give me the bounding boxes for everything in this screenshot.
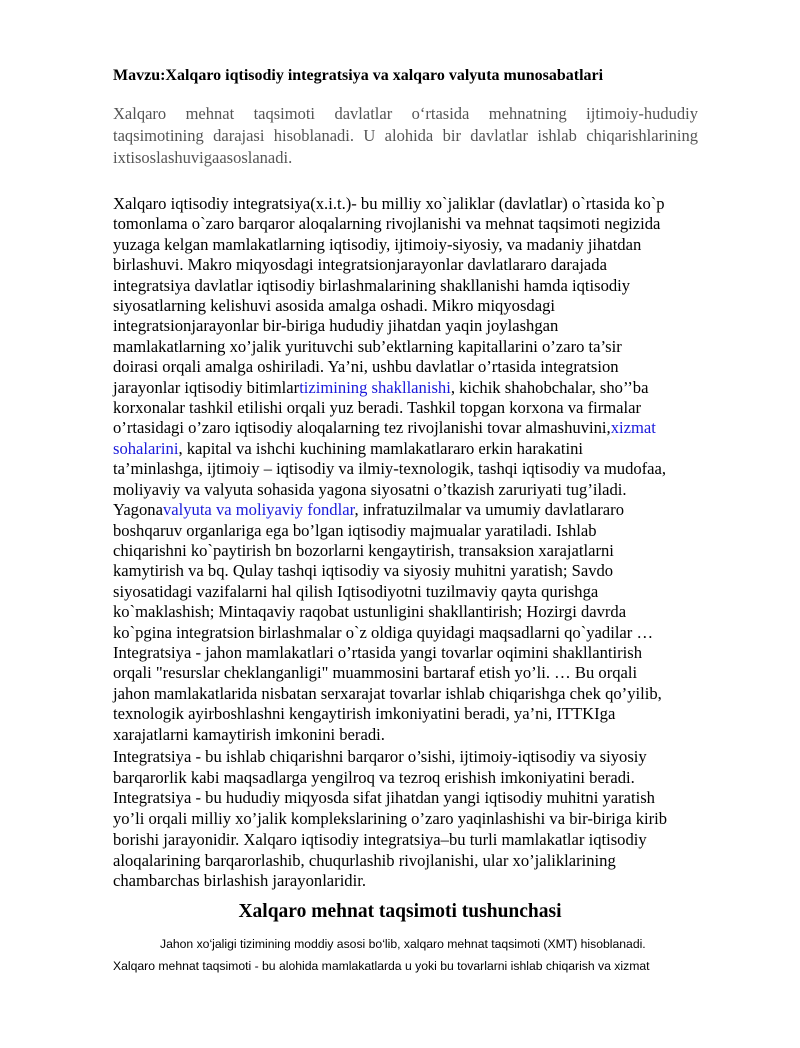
line-text: o’rtasidagi o’zaro iqtisodiy aloqalarning tez rivojlanishi tovar almashuvini, xyxy=(113,418,611,438)
paragraph-line xyxy=(113,378,703,398)
paragraph-line: ta’minlashga, ijtimoiy – iqtisodiy va ilmiy-texnologik, tashqi iqtisodiy va mudofaa, xyxy=(113,459,667,479)
paragraph-line: texnologik ayirboshlashni kengaytirish imkoniyatini beradi, ya’ni, ITTKIga xyxy=(113,704,616,724)
integration-paragraph xyxy=(113,194,703,745)
paragraph-line: ko`maklashish; Mintaqaviy raqobat ustunligini shakllantirish; Hozirgi davrda xyxy=(113,602,627,622)
paragraph-line: barqarorlik kabi maqsadlarga yengilroq va tezroq erishish imkoniyatini beradi. xyxy=(113,767,635,787)
paragraph-line: orqali "resurslar cheklanganligi" muammosini bartaraf etish yo’li. … Bu orqali xyxy=(113,663,638,683)
line-text: , kapital va ishchi kuchining mamlakatlararo erkin harakatini xyxy=(178,438,583,458)
link-xizmat-sohalarini[interactable]: xizmat xyxy=(610,418,656,438)
integration-definition-paragraph xyxy=(113,747,703,892)
intro-paragraph xyxy=(113,103,698,169)
paragraph-line xyxy=(113,439,703,459)
paragraph-line: siyosatidagi vazifalarni hal qilish Iqtisodiyotni tuzilmaviy qayta qurishga xyxy=(113,581,599,601)
paragraph-line: xarajatlarni kamaytirish imkonini beradi. xyxy=(113,724,385,744)
paragraph-line: kamytirish va bq. Qulay tashqi iqtisodiy va siyosiy muhitni yaratish; Savdo xyxy=(113,561,614,581)
line-text: , infratuzilmalar va umumiy davlatlararo xyxy=(354,500,624,520)
paragraph-line: moliyaviy va valyuta sohasida yagona siyosatni o’tkazish zaruriyati tug’iladi. xyxy=(113,479,627,499)
paragraph-line: Integratsiya - bu ishlab chiqarishni barqaror o’sishi, ijtimoiy-iqtisodiy va siyosiy xyxy=(113,747,647,766)
paragraph-line: borishi jarayonidir. Xalqaro iqtisodiy integratsiya–bu turli mamlakatlar iqtisodiy xyxy=(113,829,647,849)
line-text: jarayonlar iqtisodiy bitimlar xyxy=(113,377,300,397)
paragraph-line: boshqaruv organlariga ega bo’lgan iqtisodiy majmualar yaratiladi. Ishlab xyxy=(113,520,597,540)
paragraph-line: integratsionjarayonlar bir-biriga hududiy jihatdan yaqin joylashgan xyxy=(113,316,559,336)
paragraph-line: doirasi orqali amalga oshiriladi. Ya’ni, ushbu davlatlar o’rtasida integratsion xyxy=(113,357,619,377)
paragraph-line: Integratsiya - bu hududiy miqyosda sifat jihatdan yangi iqtisodiy muhitni yaratish xyxy=(113,788,655,808)
paragraph-line: ko`pgina integratsion birlashmalar o`z oldiga quyidagi maqsadlarni qo`yadilar … xyxy=(113,622,654,642)
paragraph-line: chiqarishni ko`paytirish bn bozorlarni kengaytirish, transaksion xarajatlarni xyxy=(113,540,614,560)
paragraph-line: Xalqaro iqtisodiy integratsiya(x.i.t.)- bu milliy xo`jaliklar (davlatlar) o`rtasida ko`p xyxy=(113,194,665,213)
paragraph-line: jahon mamlakatlarida nisbatan serxarajat tovarlar ishlab chiqarishga chek qo’yilib, xyxy=(113,683,662,703)
paragraph-line xyxy=(113,500,703,520)
link-tizimining-shakllanishi[interactable]: tizimining shakllanishi xyxy=(299,377,451,397)
section-line: Xalqaro mehnat taqsimoti - bu alohida mamlakatlarda u yoki bu tovarlarni ishlab chiqarish va xizmat xyxy=(113,959,650,973)
paragraph-line: mamlakatlarning xo’jalik yurituvchi sub’ektlarning kapitallarini o’zaro ta’sir xyxy=(113,336,622,356)
paragraph-line: aloqalarining barqarorlashib, chuqurlashib rivojlanishi, ular xo’jaliklarining xyxy=(113,850,616,870)
link-xizmat-sohalarini-cont[interactable]: sohalarini xyxy=(113,438,179,458)
paragraph-line: integratsiya davlatlar iqtisodiy birlashmalarining shakllanishi hamda iqtisodiy xyxy=(113,275,631,295)
paragraph-line: birlashuvi. Makro miqyosdagi integratsionjarayonlar davlatlararo darajada xyxy=(113,255,607,275)
paragraph-line: yuzaga kelgan mamlakatlarning iqtisodiy, ijtimoiy-siyosiy, va madaniy jihatdan xyxy=(113,234,642,254)
intro-text: Xalqaro mehnat taqsimoti davlatlar o‘rtasida mehnatning ijtimoiy-hududiy taqsimotining darajasi hisoblanadi. U alohida bir davlatlar ishlab chiqarishlarining ixtisoslashuvigaasoslanadi. xyxy=(113,104,698,167)
paragraph-line: siyosatlarning kelishuvi asosida amalga oshadi. Mikro miqyosdagi xyxy=(113,296,555,316)
section-line: Jahon xo‘jaligi tizimining moddiy asosi bo‘lib, xalqaro mehnat taqsimoti (XMT) hisoblanadi. xyxy=(160,937,646,951)
paragraph-line: Integratsiya - jahon mamlakatlari o’rtasida yangi tovarlar oqimini shakllantirish xyxy=(113,642,642,662)
paragraph-line: yo’li orqali milliy xo’jalik komplekslarining o’zaro yaqinlashishi va bir-biriga kirib xyxy=(113,809,668,829)
paragraph-line: chambarchas birlashish jarayonlaridir. xyxy=(113,871,366,891)
link-valyuta-va-moliyaviy-fondlar[interactable]: valyuta va moliyaviy fondlar xyxy=(162,500,355,520)
line-text: , kichik shahobchalar, sho’’ba xyxy=(450,377,649,397)
paragraph-line xyxy=(113,418,703,438)
line-text: Yagona xyxy=(113,500,163,520)
topic-title: Mavzu:Xalqaro iqtisodiy integratsiya va xalqaro valyuta munosabatlari xyxy=(113,67,604,84)
paragraph-line: korxonalar tashkil etilishi orqali yuz beradi. Tashkil topgan korxona va firmalar xyxy=(113,398,642,418)
paragraph-line: tomonlama o`zaro barqaror aloqalarning rivojlanishi va mehnat taqsimoti negizida xyxy=(113,214,661,234)
section-heading: Xalqaro mehnat taqsimoti tushunchasi xyxy=(238,901,562,922)
